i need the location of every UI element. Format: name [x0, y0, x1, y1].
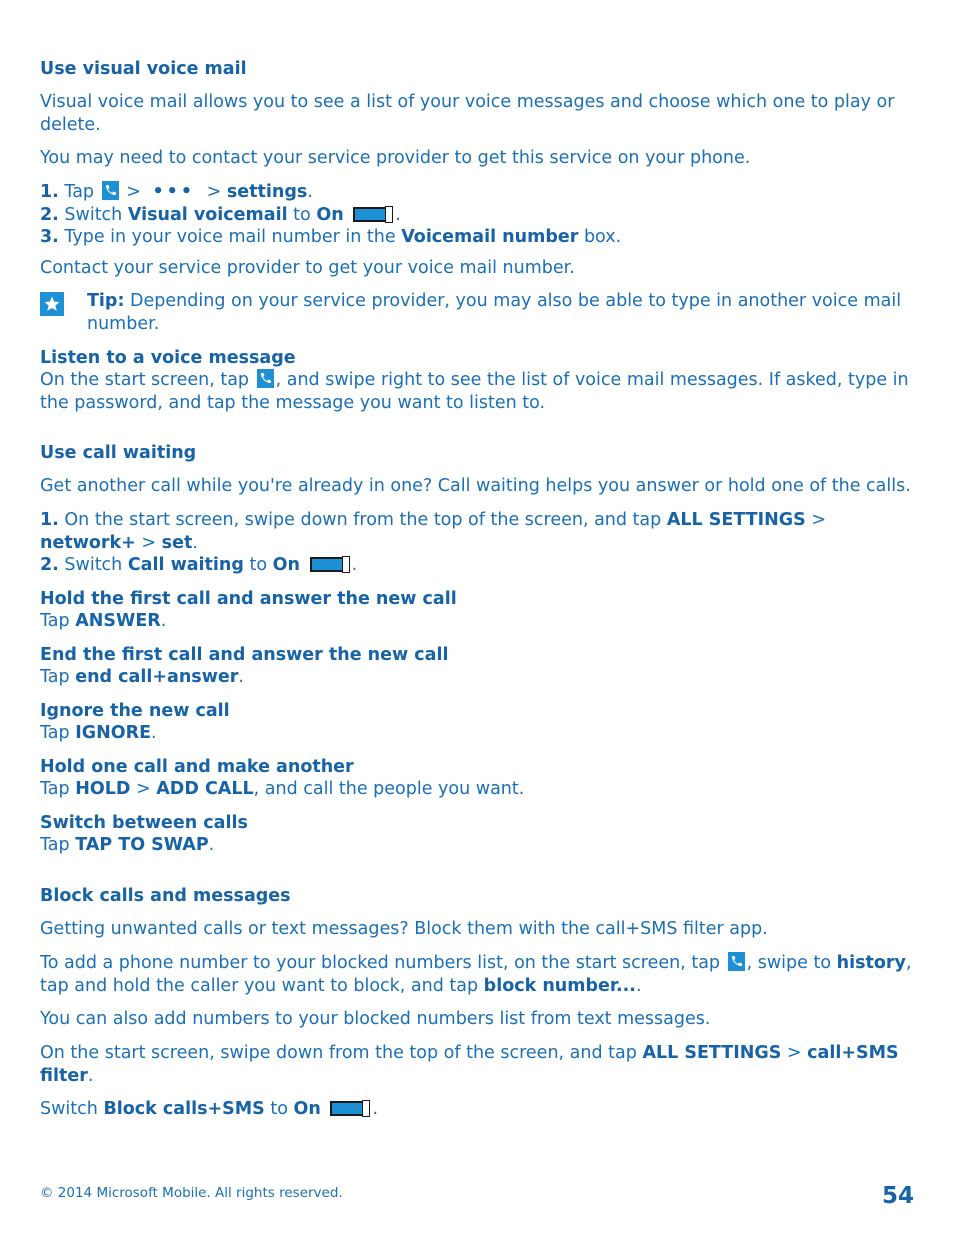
- toggle-switch-icon: [330, 1101, 372, 1116]
- step-3: 3. Type in your voice mail number in the Voicemail number box.: [40, 227, 622, 247]
- page-number: 54: [881, 1183, 914, 1209]
- paragraph: You may need to contact your service provider to get this service on your phone.: [40, 148, 751, 168]
- paragraph: On the start screen, swipe down from the top of the screen, and tap ALL SETTINGS > call+SMS filter.: [40, 1043, 899, 1086]
- paragraph: Tap ANSWER.: [40, 611, 167, 631]
- more-dots-icon: •••: [152, 182, 196, 202]
- phone-icon: [728, 952, 745, 971]
- subheading: End the first call and answer the new call: [40, 645, 449, 665]
- subheading: Switch between calls: [40, 813, 248, 833]
- phone-icon: [102, 181, 119, 200]
- step-1: 1. Tap > ••• > settings.: [40, 182, 313, 202]
- step-1: 1. On the start screen, swipe down from the top of the screen, and tap ALL SETTINGS > network+ > set.: [40, 510, 826, 553]
- step-2: 2. Switch Visual voicemail to On .: [40, 205, 401, 225]
- paragraph: To add a phone number to your blocked numbers list, on the start screen, tap , swipe to history, tap and hold the caller you want to block, and tap block number....: [40, 953, 912, 996]
- paragraph: Tap end call+answer.: [40, 667, 244, 687]
- toggle-switch-icon: [353, 207, 395, 222]
- section-title-visual-voice-mail: Use visual voice mail: [40, 59, 247, 79]
- subheading-listen: Listen to a voice message: [40, 348, 296, 368]
- paragraph: Getting unwanted calls or text messages? Block them with the call+SMS filter app.: [40, 919, 768, 939]
- phone-icon: [257, 369, 274, 388]
- subheading: Hold one call and make another: [40, 757, 354, 777]
- section-title-block-calls: Block calls and messages: [40, 886, 291, 906]
- copyright-footer: © 2014 Microsoft Mobile. All rights reserved.: [40, 1185, 343, 1201]
- paragraph: Tap IGNORE.: [40, 723, 157, 743]
- paragraph: You can also add numbers to your blocked numbers list from text messages.: [40, 1009, 711, 1029]
- paragraph: Tap HOLD > ADD CALL, and call the people you want.: [40, 779, 525, 799]
- star-icon: [40, 292, 64, 316]
- toggle-switch-icon: [310, 557, 352, 572]
- section-title-call-waiting: Use call waiting: [40, 443, 197, 463]
- paragraph: Tap TAP TO SWAP.: [40, 835, 215, 855]
- step-2: 2. Switch Call waiting to On .: [40, 555, 358, 575]
- paragraph: Switch Block calls+SMS to On .: [40, 1099, 379, 1119]
- subheading: Ignore the new call: [40, 701, 230, 721]
- subheading: Hold the first call and answer the new call: [40, 589, 457, 609]
- paragraph: Get another call while you're already in one? Call waiting helps you answer or hold one of the calls.: [40, 476, 911, 496]
- paragraph: Visual voice mail allows you to see a list of your voice messages and choose which one to play or delete.: [40, 92, 895, 135]
- paragraph: On the start screen, tap , and swipe right to see the list of voice mail messages. If asked, type in the password, and tap the message you want to listen to.: [40, 370, 909, 413]
- paragraph: Contact your service provider to get your voice mail number.: [40, 258, 575, 278]
- tip-text: Tip: Depending on your service provider, you may also be able to type in another voice mail number.: [87, 291, 902, 334]
